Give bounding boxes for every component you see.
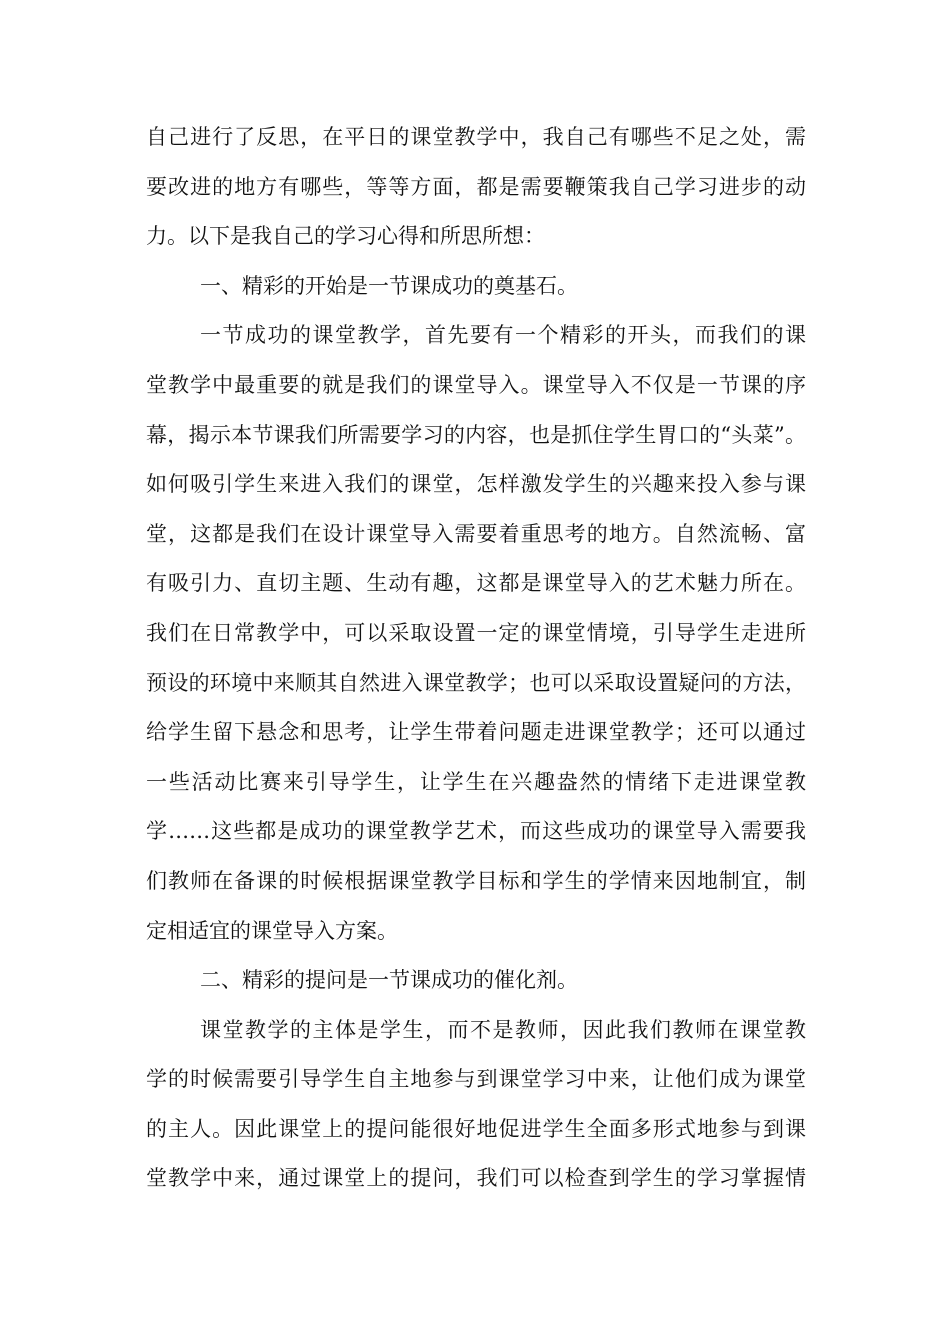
section-heading: 二、精彩的提问是一节课成功的催化剂。 (200, 968, 578, 993)
paragraph-line: 堂教学中来，通过课堂上的提问，我们可以检查到学生的学习掌握情 (146, 1166, 806, 1191)
paragraph-line: 一节成功的课堂教学，首先要有一个精彩的开头，而我们的课 (200, 323, 806, 348)
paragraph-line: 幕，揭示本节课我们所需要学习的内容，也是抓住学生胃口的“头菜”。 (146, 422, 806, 447)
paragraph-line: 学的时候需要引导学生自主地参与到课堂学习中来，让他们成为课堂 (146, 1067, 806, 1092)
paragraph-line: 定相适宜的课堂导入方案。 (146, 918, 398, 943)
paragraph-line: 要改进的地方有哪些，等等方面，都是需要鞭策我自己学习进步的动 (146, 174, 806, 199)
paragraph-line: 堂教学中最重要的就是我们的课堂导入。课堂导入不仅是一节课的序 (146, 372, 806, 397)
paragraph-line: 们教师在备课的时候根据课堂教学目标和学生的学情来因地制宜，制 (146, 868, 806, 893)
paragraph-line: 我们在日常教学中，可以采取设置一定的课堂情境，引导学生走进所 (146, 620, 806, 645)
paragraph-line: 给学生留下悬念和思考，让学生带着问题走进课堂教学；还可以通过 (146, 720, 806, 745)
paragraph-line: 学……这些都是成功的课堂教学艺术，而这些成功的课堂导入需要我 (146, 819, 806, 844)
paragraph-line: 力。以下是我自己的学习心得和所思所想： (146, 224, 545, 249)
paragraph-line: 课堂教学的主体是学生，而不是教师，因此我们教师在课堂教 (200, 1017, 806, 1042)
section-heading: 一、精彩的开始是一节课成功的奠基石。 (200, 273, 578, 298)
paragraph-line: 一些活动比赛来引导学生，让学生在兴趣盎然的情绪下走进课堂教 (146, 769, 806, 794)
paragraph-line: 自己进行了反思，在平日的课堂教学中，我自己有哪些不足之处，需 (146, 125, 806, 149)
paragraph-line: 有吸引力、直切主题、生动有趣，这都是课堂导入的艺术魅力所在。 (146, 571, 806, 596)
paragraph-line: 如何吸引学生来进入我们的课堂，怎样激发学生的兴趣来投入参与课 (146, 472, 806, 497)
document-body (146, 113, 806, 1204)
paragraph-line: 的主人。因此课堂上的提问能很好地促进学生全面多形式地参与到课 (146, 1116, 806, 1141)
paragraph-line: 堂，这都是我们在设计课堂导入需要着重思考的地方。自然流畅、富 (146, 521, 806, 546)
paragraph-line: 预设的环境中来顺其自然进入课堂教学；也可以采取设置疑问的方法， (146, 670, 806, 695)
